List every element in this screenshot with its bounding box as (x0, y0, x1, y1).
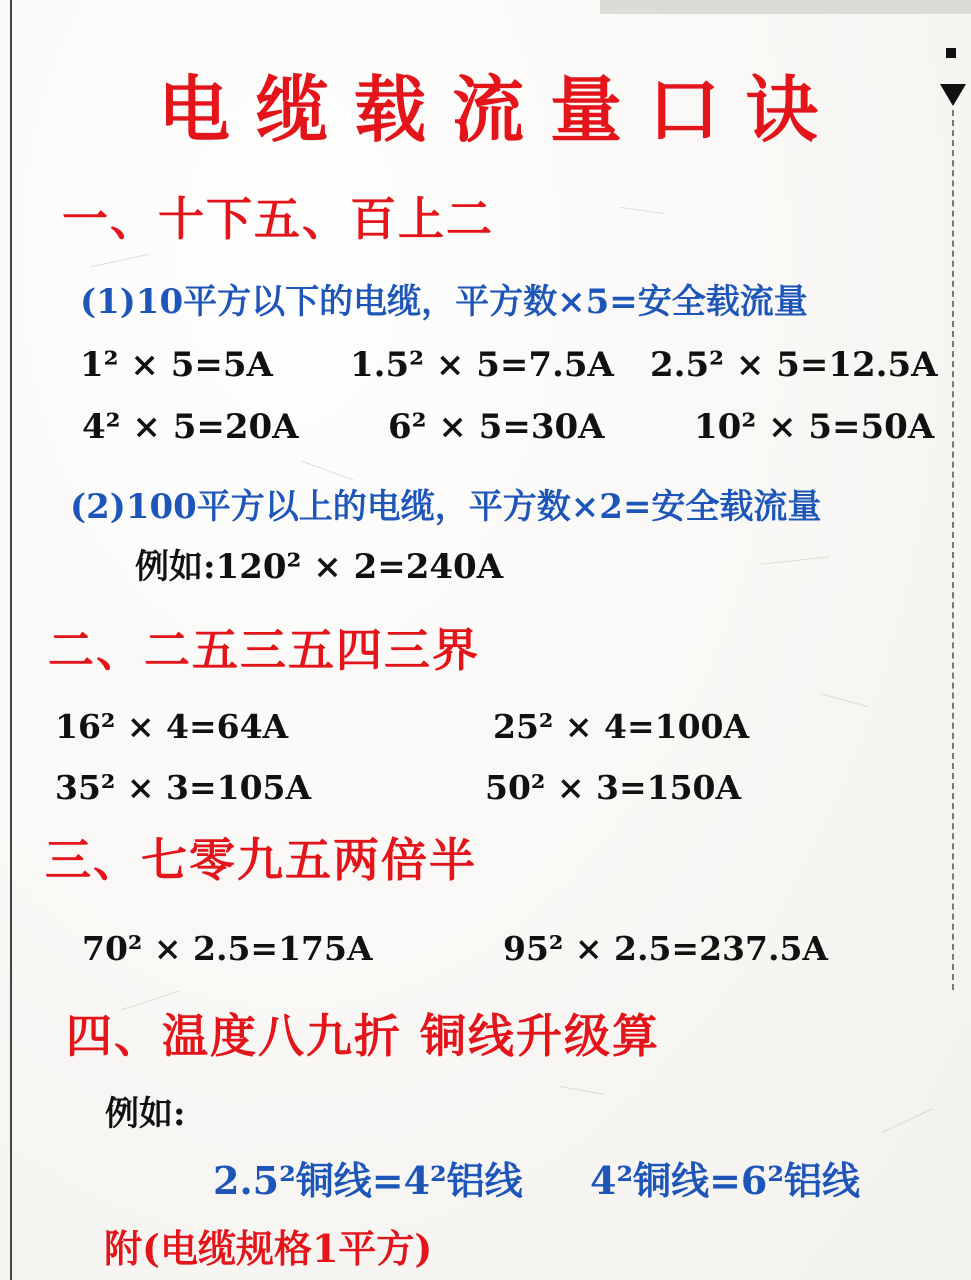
paper-fiber (821, 694, 870, 708)
section-4-example-label: 例如: (105, 1094, 186, 1134)
conversion-item: 4²铜线=6²铝线 (590, 1158, 861, 1203)
conversion-item: 2.5²铜线=4²铝线 (213, 1158, 523, 1203)
section-4-heading: 四、温度八九折 铜线升级算 (66, 1009, 661, 1063)
paper-fiber (760, 556, 830, 564)
formula-item: 1.5² × 5=7.5A (350, 345, 614, 385)
formula-item: 4² × 5=20A (82, 407, 299, 447)
paper-fiber (91, 254, 150, 267)
formula-item: 25² × 4=100A (493, 707, 750, 746)
paper-fiber (882, 1108, 932, 1132)
section-1-example: 例如:120² × 2=240A (135, 547, 504, 587)
formula-item: 50² × 3=150A (485, 768, 742, 807)
section-2-heading: 二、二五三五四三界 (48, 623, 480, 677)
square-marker-icon (946, 48, 956, 58)
paper-fiber (121, 991, 178, 1010)
footer-note: 附(电缆规格1平方) (104, 1226, 433, 1271)
top-edge-strip (600, 0, 971, 14)
formula-item: 2.5² × 5=12.5A (650, 345, 938, 385)
section-1-heading: 一、十下五、百上二 (62, 192, 494, 246)
paper-fiber (560, 1086, 604, 1095)
formula-item: 6² × 5=30A (388, 407, 605, 447)
formula-item: 10² × 5=50A (694, 407, 935, 447)
paper-fiber (301, 461, 353, 481)
dashed-guide-line (952, 110, 954, 990)
triangle-marker-icon (940, 84, 966, 106)
section-1-rule-2: (2)100平方以上的电缆，平方数×2=安全载流量 (70, 487, 822, 527)
left-border-line (10, 0, 12, 1280)
formula-item: 35² × 3=105A (55, 768, 312, 807)
section-3-heading: 三、七零九五两倍半 (45, 833, 477, 887)
paper-fiber (620, 207, 665, 214)
formula-item: 16² × 4=64A (55, 707, 289, 746)
formula-item: 1² × 5=5A (80, 345, 273, 385)
page-title: 电缆载流量口诀 (158, 67, 845, 152)
formula-item: 70² × 2.5=175A (82, 929, 373, 968)
formula-item: 95² × 2.5=237.5A (503, 929, 829, 968)
section-1-rule-1: (1)10平方以下的电缆，平方数×5=安全载流量 (80, 282, 808, 322)
